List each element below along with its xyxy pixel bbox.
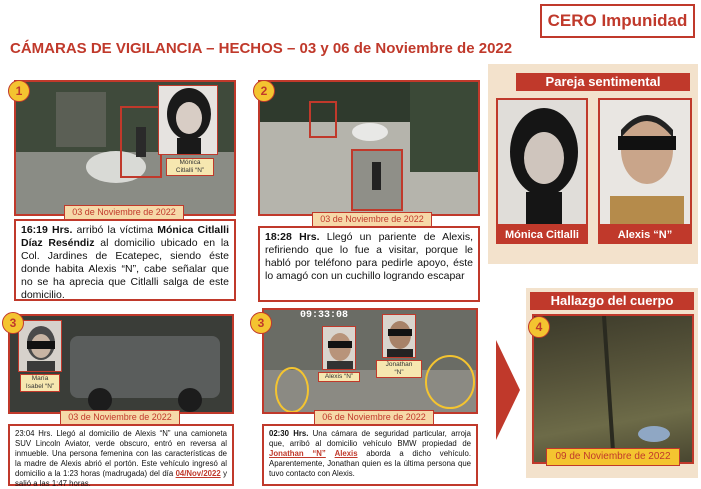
panel-3b-caption: 02:30 Hrs. Una cámara de seguridad particular, arroja que, arribó al domicilio vehículo BMW propiedad de Jonathan “N” Alexis aborda a dicho vehículo. Aparentemente, Jonathan quien es la última persona que tuvo contacto con Alexis. [262,424,478,486]
monica-portrait-small [158,85,218,155]
page-title: CÁMARAS DE VIGILANCIA – HECHOS – 03 y 06 de Noviembre de 2022 [10,40,513,57]
logo [540,4,695,38]
maria-portrait [18,320,62,372]
panel-2-number: 2 [253,80,275,102]
monica-portrait [496,98,588,226]
panel-1-caption: 16:19 Hrs. arribó la víctima Mónica Citlalli Díaz Reséndiz al domicilio ubicado en la Col. Jardines de Ecatepec, siendo éste donde habita Alexis “N”, cabe señalar que no se ha aprecia que Citlalli salga de este domicilio. [14,219,236,301]
panel-2-photo [258,80,480,216]
hallazgo-header: Hallazgo del cuerpo [530,292,694,310]
camera-timestamp: 09:33:08 [300,310,349,321]
night-street-scene [264,310,478,414]
censor-bar [27,341,55,349]
street-scene-2 [260,82,480,216]
alexis-name: Alexis “N” [598,226,692,244]
alexis-portrait [598,98,692,226]
censor-bar [328,341,352,348]
body-finding-photo [532,314,694,464]
monica-name-tag: Mónica Citlalli “N” [166,158,214,176]
panel-3a-date: 03 de Noviembre de 2022 [60,410,180,425]
censor-bar [388,329,412,336]
panel-1-number: 1 [8,80,30,102]
alexis-name-tag: Alexis “N” [318,372,360,382]
panel-2-date: 03 de Noviembre de 2022 [312,212,432,227]
panel-3b-photo [262,308,478,414]
jonathan-portrait [382,314,416,358]
jonathan-name-tag: Jonathan “N” [376,360,422,378]
panel-3a-caption: 23:04 Hrs. Llegó al domicilio de Alexis “N” una camioneta SUV Lincoln Aviator, verde obscuro, entró en reversa al inmueble. Una persona femenina con las características de la madre de Alexis abrió el portón. Este vehículo ingresó al domicilio a la 1:23 horas (madrugada) del día 04/Nov/2022 y salió a las 1:47 horas. [8,424,234,486]
maria-name-tag: María Isabel “N” [20,374,60,392]
panel-2-caption: 18:28 Hrs. Llegó un pariente de Alexis, refiriendo que lo fue a visitar, porque le habló por teléfono para pedirle apoyo, éste lo amagó con un cuchillo logrando escapar [258,226,480,302]
monica-name: Mónica Citlalli [496,226,588,244]
arrow-right-icon [492,340,524,440]
pareja-header: Pareja sentimental [516,73,690,91]
panel-3a-number: 3 [2,312,24,334]
censor-bar [618,136,676,150]
hallazgo-date: 09 de Noviembre de 2022 [546,448,680,466]
panel-1-date: 03 de Noviembre de 2022 [64,205,184,220]
alexis-portrait-small [322,326,356,370]
panel-4-number: 4 [528,316,550,338]
panel-3b-date: 06 de Noviembre de 2022 [314,410,434,425]
panel-3b-number: 3 [250,312,272,334]
logo-text: CERO Impunidad [547,11,688,30]
